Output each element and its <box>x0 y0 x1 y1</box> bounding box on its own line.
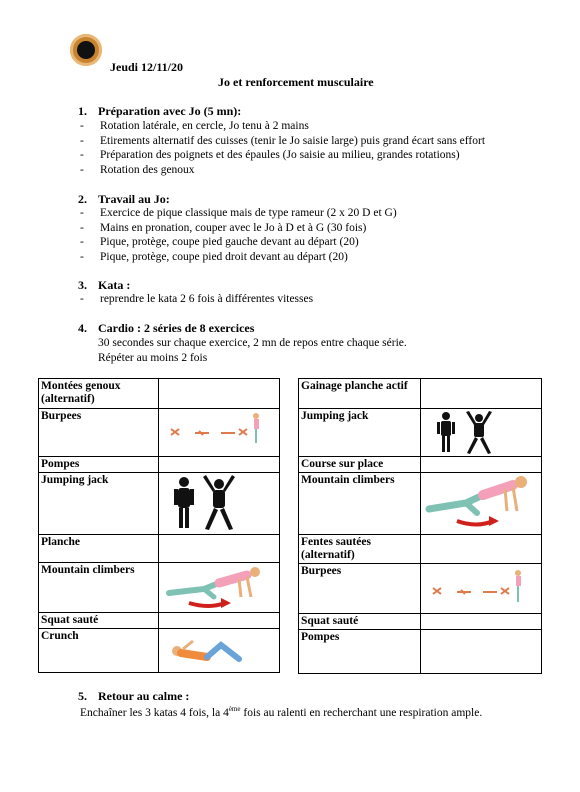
cardio-table-right <box>298 378 542 674</box>
section-4-heading <box>78 321 254 336</box>
cooldown-text <box>80 705 482 719</box>
section-title: Cardio : 2 séries de 8 exercices <box>98 321 255 335</box>
exercise-cell: Planche <box>39 535 159 563</box>
exercise-cell: Pompes <box>39 457 159 473</box>
mountain-climbers-illustration <box>159 563 280 613</box>
list-item: - Pique, protège, coupe pied gauche devant au départ (20) <box>78 235 397 250</box>
exercise-cell: Pompes <box>299 630 421 674</box>
date-heading: Jeudi 12/11/20 <box>110 60 184 74</box>
cooldown-text-part: Enchaîner les 3 katas 4 fois, la 4 <box>80 706 229 719</box>
cardio-instructions <box>98 336 407 365</box>
list-item: - Pique, protège, coupe pied droit devant au départ (20) <box>78 250 397 265</box>
ordinal-suffix: ème <box>228 705 241 713</box>
section-3-list <box>78 292 313 307</box>
section-title: Préparation avec Jo (5 mn): <box>98 104 242 118</box>
section-1-heading <box>78 104 241 119</box>
exercise-cell: Gainage planche actif <box>299 379 421 409</box>
list-item: - reprendre le kata 2 6 fois à différentes vitesses <box>78 292 313 307</box>
list-item: - Préparation des poignets et des épaules (Jo saisie au milieu, grandes rotations) <box>78 148 485 163</box>
jumping-jack-illustration <box>421 409 542 457</box>
section-number: 2. <box>78 192 87 206</box>
section-title: Kata : <box>98 278 131 292</box>
section-title: Travail au Jo: <box>98 192 170 206</box>
instruction-line: 30 secondes sur chaque exercice, 2 mn de repos entre chaque série. <box>98 337 407 349</box>
section-3-heading <box>78 278 130 293</box>
section-number: 5. <box>78 689 87 703</box>
section-number: 3. <box>78 278 87 292</box>
crunch-illustration <box>159 629 280 673</box>
burpees-illustration <box>159 409 280 457</box>
section-title: Retour au calme : <box>98 689 190 703</box>
exercise-cell: Burpees <box>299 564 421 614</box>
club-logo <box>70 34 102 66</box>
cooldown-text-part: fois au ralenti en recherchant une respiration ample. <box>240 706 483 719</box>
list-item: - Exercice de pique classique mais de type rameur (2 x 20 D et G) <box>78 206 397 221</box>
list-item: - Mains en pronation, couper avec le Jo à D et à G (30 fois) <box>78 221 397 236</box>
instruction-line: Répéter au moins 2 fois <box>98 351 208 364</box>
exercise-cell: Jumping jack <box>39 473 159 535</box>
exercise-cell: Jumping jack <box>299 409 421 457</box>
list-item: - Etirements alternatif des cuisses (tenir le Jo saisie large) puis grand écart sans effort <box>78 134 485 149</box>
section-1-list <box>78 119 485 177</box>
section-number: 1. <box>78 104 87 118</box>
exercise-cell: Squat sauté <box>299 614 421 630</box>
section-2-list <box>78 206 397 264</box>
list-item: - Rotation latérale, en cercle, Jo tenu à 2 mains <box>78 119 485 134</box>
section-number: 4. <box>78 321 87 335</box>
exercise-cell: Mountain climbers <box>299 473 421 535</box>
exercise-cell: Montées genoux (alternatif) <box>39 379 159 409</box>
exercise-cell: Burpees <box>39 409 159 457</box>
section-2-heading <box>78 192 170 207</box>
cardio-table-left <box>38 378 280 673</box>
jumping-jack-illustration <box>159 473 280 535</box>
section-5-heading <box>78 689 189 704</box>
exercise-cell: Course sur place <box>299 457 421 473</box>
burpees-illustration <box>421 564 542 614</box>
exercise-cell: Squat sauté <box>39 613 159 629</box>
page-title: Jo et renforcement musculaire <box>218 75 374 89</box>
exercise-cell: Crunch <box>39 629 159 673</box>
exercise-cell: Fentes sautées (alternatif) <box>299 535 421 564</box>
mountain-climbers-illustration <box>421 473 542 535</box>
list-item: - Rotation des genoux <box>78 163 485 178</box>
exercise-cell: Mountain climbers <box>39 563 159 613</box>
